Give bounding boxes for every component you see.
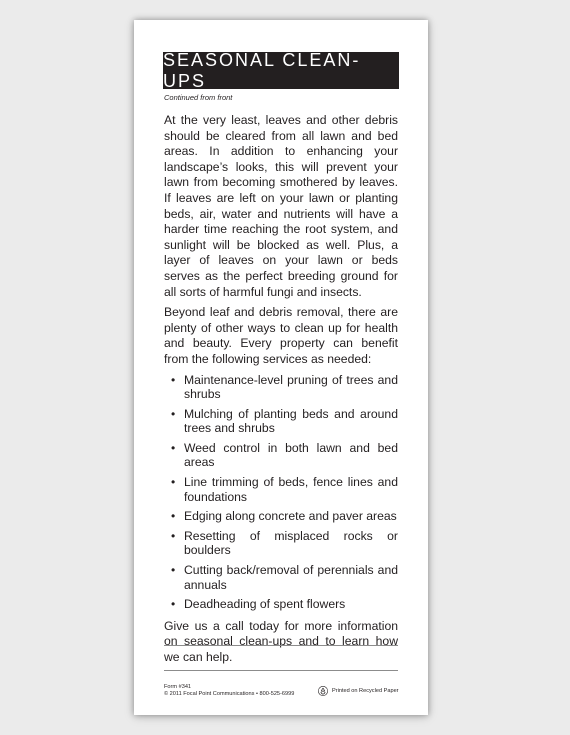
body-content [164,113,398,671]
service-text: Mulching of planting beds and around trees and shrubs [184,406,398,436]
list-item [164,563,398,592]
service-text: Maintenance-level pruning of trees and shrubs [184,372,398,402]
title-banner [163,49,399,91]
recycle-icon [318,686,328,696]
intro-paragraph: At the very least, leaves and other debris should be cleared from all lawn and bed areas. In addition to enhancing your landscape’s looks, this will prevent your lawn from becoming smothered by leaves. If leaves are left on your lawn or planting beds, air, water and nutrients will have a harder time reaching the root system, and sunlight will be blocked as well. Plus, a layer of leaves on your lawn or beds serves as the perfect breeding ground for all sorts of harmful fungi and insects. [164,113,398,299]
services-intro-paragraph: Beyond leaf and debris removal, there are plenty of other ways to clean up for health and beauty. Every property can benefit from the following services as needed: [164,305,398,366]
copyright-text: © 2011 Focal Point Communications • 800-525-6999 [164,691,295,697]
bullet-icon: • [171,509,176,524]
service-text: Weed control in both lawn and bed areas [184,440,398,470]
recycled-text: Printed on Recycled Paper [332,688,399,694]
continued-note: Continued from front [164,93,233,102]
list-item [164,441,398,470]
signature-line-1 [164,645,398,646]
bullet-icon: • [171,372,176,387]
flyer-card [134,20,428,715]
bullet-icon: • [171,563,176,578]
list-item [164,597,398,612]
service-text: Resetting of misplaced rocks or boulders [184,528,398,558]
service-text: Cutting back/removal of perennials and annuals [184,563,398,592]
list-item [164,407,398,436]
recycled-notice [318,686,399,696]
form-number: Form #341 [164,684,192,690]
list-item [164,373,398,402]
bullet-icon: • [171,440,176,455]
bullet-icon: • [171,528,176,543]
list-item [164,509,398,524]
call-to-action-paragraph: Give us a call today for more information on seasonal clean-ups and to learn how we can help. [164,618,398,664]
page-title: SEASONAL CLEAN-UPS [163,49,361,91]
signature-line-2 [164,670,398,671]
list-item [164,529,398,558]
service-text: Deadheading of spent flowers [184,597,346,612]
bullet-icon: • [171,597,176,612]
footer-credits [164,684,294,698]
bullet-icon: • [171,406,176,421]
bullet-icon: • [171,475,176,490]
list-item [164,475,398,504]
service-text: Edging along concrete and paver areas [184,509,397,524]
services-list [164,373,398,612]
service-text: Line trimming of beds, fence lines and foundations [184,475,398,504]
